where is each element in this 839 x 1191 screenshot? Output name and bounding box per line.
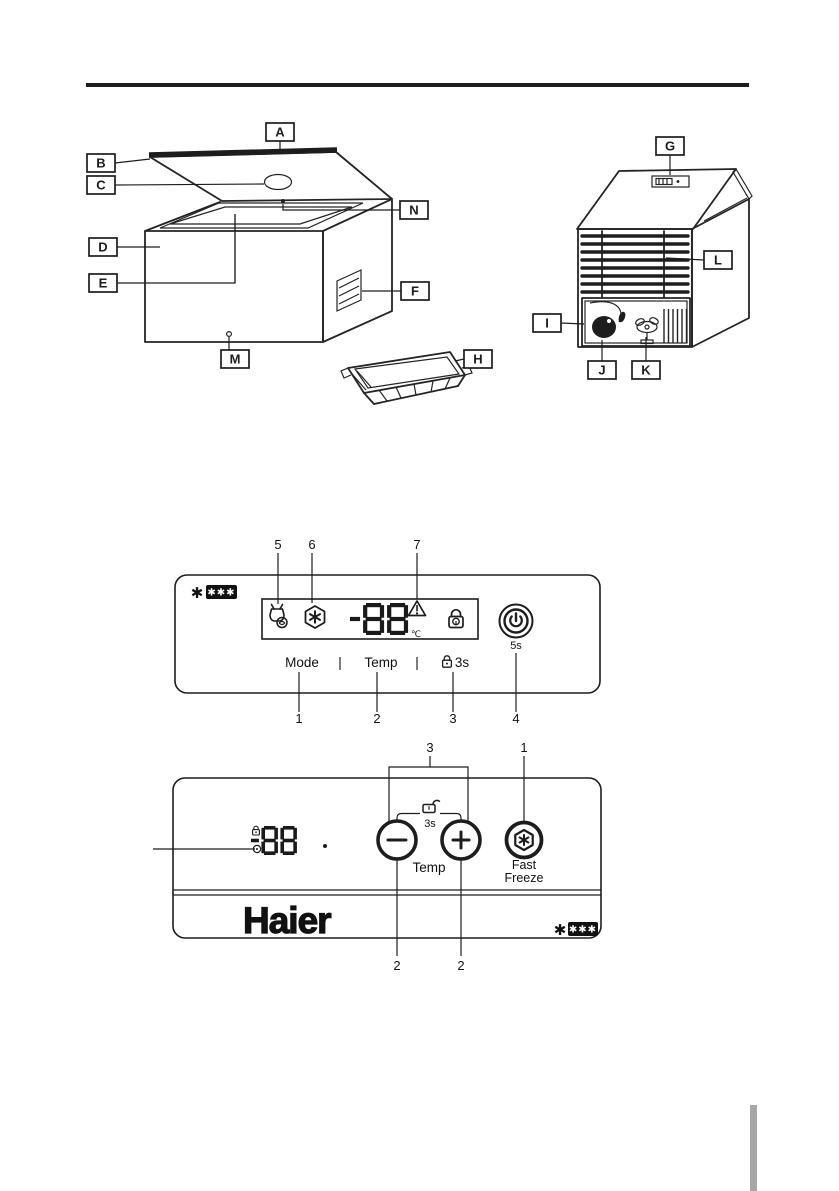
machine-compartment	[582, 298, 690, 346]
compressor	[592, 316, 616, 338]
fast-freeze-label-2: Freeze	[504, 871, 544, 885]
haier-logo: Haier	[243, 900, 331, 941]
svg-text:3: 3	[449, 711, 457, 726]
temp-touch-label: Temp	[364, 655, 398, 670]
control-panel-2-svg	[140, 735, 610, 980]
svg-text:N: N	[409, 202, 419, 218]
svg-text:I: I	[545, 315, 549, 331]
svg-text:A: A	[275, 124, 285, 140]
temp-label: Temp	[412, 860, 446, 875]
svg-text:7: 7	[413, 537, 421, 552]
page-edge-bar	[750, 1105, 757, 1191]
svg-text:✱: ✱	[190, 585, 204, 602]
svg-text:1: 1	[520, 740, 528, 755]
svg-text:2: 2	[373, 711, 381, 726]
svg-text:C: C	[96, 177, 106, 193]
svg-text:6: 6	[308, 537, 316, 552]
svg-text:✱: ✱	[553, 922, 567, 939]
part-label-E	[89, 274, 117, 292]
drain-dot	[227, 332, 232, 337]
part-label-D	[89, 238, 117, 256]
svg-text:G: G	[664, 138, 676, 154]
svg-text:1: 1	[295, 711, 303, 726]
side-vent	[337, 270, 361, 311]
led-dot	[323, 844, 327, 848]
svg-text:✱✱✱: ✱✱✱	[207, 587, 236, 599]
part-label-B	[87, 154, 115, 172]
svg-text:J: J	[598, 362, 606, 378]
svg-text:L: L	[714, 252, 722, 268]
svg-text:M: M	[229, 351, 241, 367]
svg-text:✱✱✱: ✱✱✱	[568, 924, 598, 936]
part-label-C	[87, 176, 115, 194]
svg-text:3: 3	[426, 740, 434, 755]
unlock-hold-label: 3s	[424, 818, 436, 830]
top-rule	[86, 83, 749, 87]
part-label-H	[464, 350, 492, 368]
mode-touch-label: Mode	[285, 655, 319, 670]
part-label-N	[400, 201, 428, 219]
part-label-L	[704, 251, 732, 269]
svg-text:5: 5	[274, 537, 282, 552]
compartment-grille	[664, 309, 687, 343]
svg-text:2: 2	[393, 958, 401, 973]
control-panel-1-svg	[160, 535, 610, 735]
condenser-coils	[582, 231, 688, 297]
parts-diagram-svg	[80, 110, 770, 420]
svg-text:B: B	[96, 155, 106, 171]
basket-drawing	[341, 352, 472, 404]
rating-plate	[652, 176, 689, 187]
lock-hold-label: 3s	[454, 655, 470, 670]
part-label-M	[221, 350, 249, 368]
fan	[635, 316, 660, 343]
power-button	[500, 605, 533, 638]
power-hold-label: 5s	[510, 640, 522, 652]
svg-text:H: H	[473, 351, 483, 367]
svg-text:4: 4	[512, 711, 520, 726]
chest-freezer-front-drawing	[145, 150, 392, 342]
separator-1: |	[338, 655, 342, 670]
part-label-K	[632, 361, 660, 379]
celsius-unit: ℃	[411, 629, 422, 639]
separator-2: |	[415, 655, 419, 670]
part-label-G	[656, 137, 684, 155]
part-label-F	[401, 282, 429, 300]
svg-text:D: D	[98, 239, 108, 255]
part-label-A	[266, 123, 294, 141]
part-label-I	[533, 314, 561, 332]
part-label-J	[588, 361, 616, 379]
svg-text:E: E	[98, 275, 108, 291]
svg-text:K: K	[641, 362, 651, 378]
svg-text:2: 2	[457, 958, 465, 973]
svg-text:F: F	[411, 283, 419, 299]
fast-freeze-label-1: Fast	[511, 858, 537, 872]
